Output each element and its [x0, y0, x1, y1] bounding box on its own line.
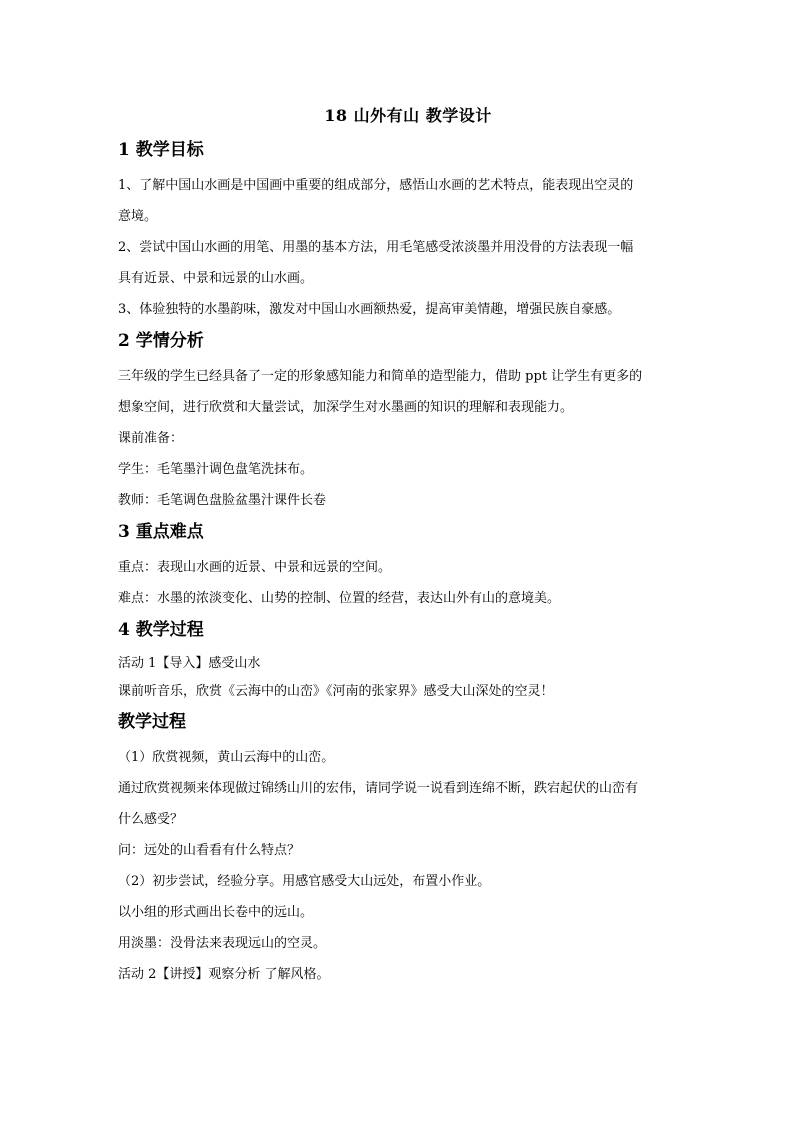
- paragraph-line: 教师：毛笔调色盘脸盆墨汁课件长卷: [118, 493, 327, 508]
- section-process-details: [118, 710, 678, 990]
- section-heading: 2 学情分析: [118, 331, 204, 351]
- paragraph-line: 想象空间，进行欣赏和大量尝试，加深学生对水墨画的知识的理解和表现能力。: [118, 400, 574, 415]
- paragraph-line: （2）初步尝试，经验分享。用感官感受大山远处，布置小作业。: [118, 874, 491, 889]
- paragraph-line: 重点：表现山水画的近景、中景和远景的空间。: [118, 560, 392, 575]
- section-heading: 教学过程: [118, 712, 186, 732]
- paragraph-line: 1、了解中国山水画是中国画中重要的组成部分，感悟山水画的艺术特点，能表现出空灵的: [118, 178, 634, 193]
- paragraph-line: 课前听音乐，欣赏《云海中的山峦》《河南的张家界》感受大山深处的空灵！: [118, 684, 554, 699]
- paragraph-line: 三年级的学生已经具备了一定的形象感知能力和简单的造型能力，借助 ppt 让学生有更多的: [118, 369, 643, 384]
- paragraph-line: （1）欣赏视频，黄山云海中的山峦。: [118, 750, 335, 765]
- paragraph-line: 具有近景、中景和远景的山水画。: [118, 271, 314, 286]
- section-learner-analysis: [118, 329, 678, 516]
- section-heading: 3 重点难点: [118, 522, 204, 542]
- document-body: [118, 104, 678, 990]
- paragraph-line: 什么感受？: [118, 812, 184, 827]
- section-teaching-objectives: [118, 138, 678, 325]
- paragraph-line: 通过欣赏视频来体现做过锦绣山川的宏伟，请同学说一说看到连绵不断，跌宕起伏的山峦有: [118, 781, 639, 796]
- section-key-points: [118, 520, 678, 614]
- paragraph-line: 以小组的形式画出长卷中的远山。: [118, 905, 314, 920]
- paragraph-line: 2、尝试中国山水画的用笔、用墨的基本方法，用毛笔感受浓淡墨并用没骨的方法表现一幅: [118, 240, 634, 255]
- paragraph-line: 活动 1【导入】感受山水: [118, 656, 261, 671]
- paragraph-line: 用淡墨：没骨法来表现远山的空灵。: [118, 936, 327, 951]
- paragraph-line: 意境。: [118, 209, 158, 224]
- section-heading: 1 教学目标: [118, 140, 204, 160]
- paragraph-line: 活动 2【讲授】观察分析 了解风格。: [118, 967, 330, 982]
- section-teaching-process: [118, 618, 678, 706]
- document-title: 18 山外有山 教学设计: [324, 106, 492, 125]
- paragraph-line: 3、体验独特的水墨韵味，激发对中国山水画额热爱，提高审美情趣，增强民族自豪感。: [118, 302, 621, 317]
- paragraph-line: 课前准备：: [118, 431, 184, 446]
- paragraph-line: 问：远处的山看看有什么特点？: [118, 843, 301, 858]
- paragraph-line: 学生：毛笔墨汁调色盘笔洗抹布。: [118, 462, 314, 477]
- paragraph-line: 难点：水墨的浓淡变化、山势的控制、位置的经营，表达山外有山的意境美。: [118, 591, 561, 606]
- section-heading: 4 教学过程: [118, 620, 204, 640]
